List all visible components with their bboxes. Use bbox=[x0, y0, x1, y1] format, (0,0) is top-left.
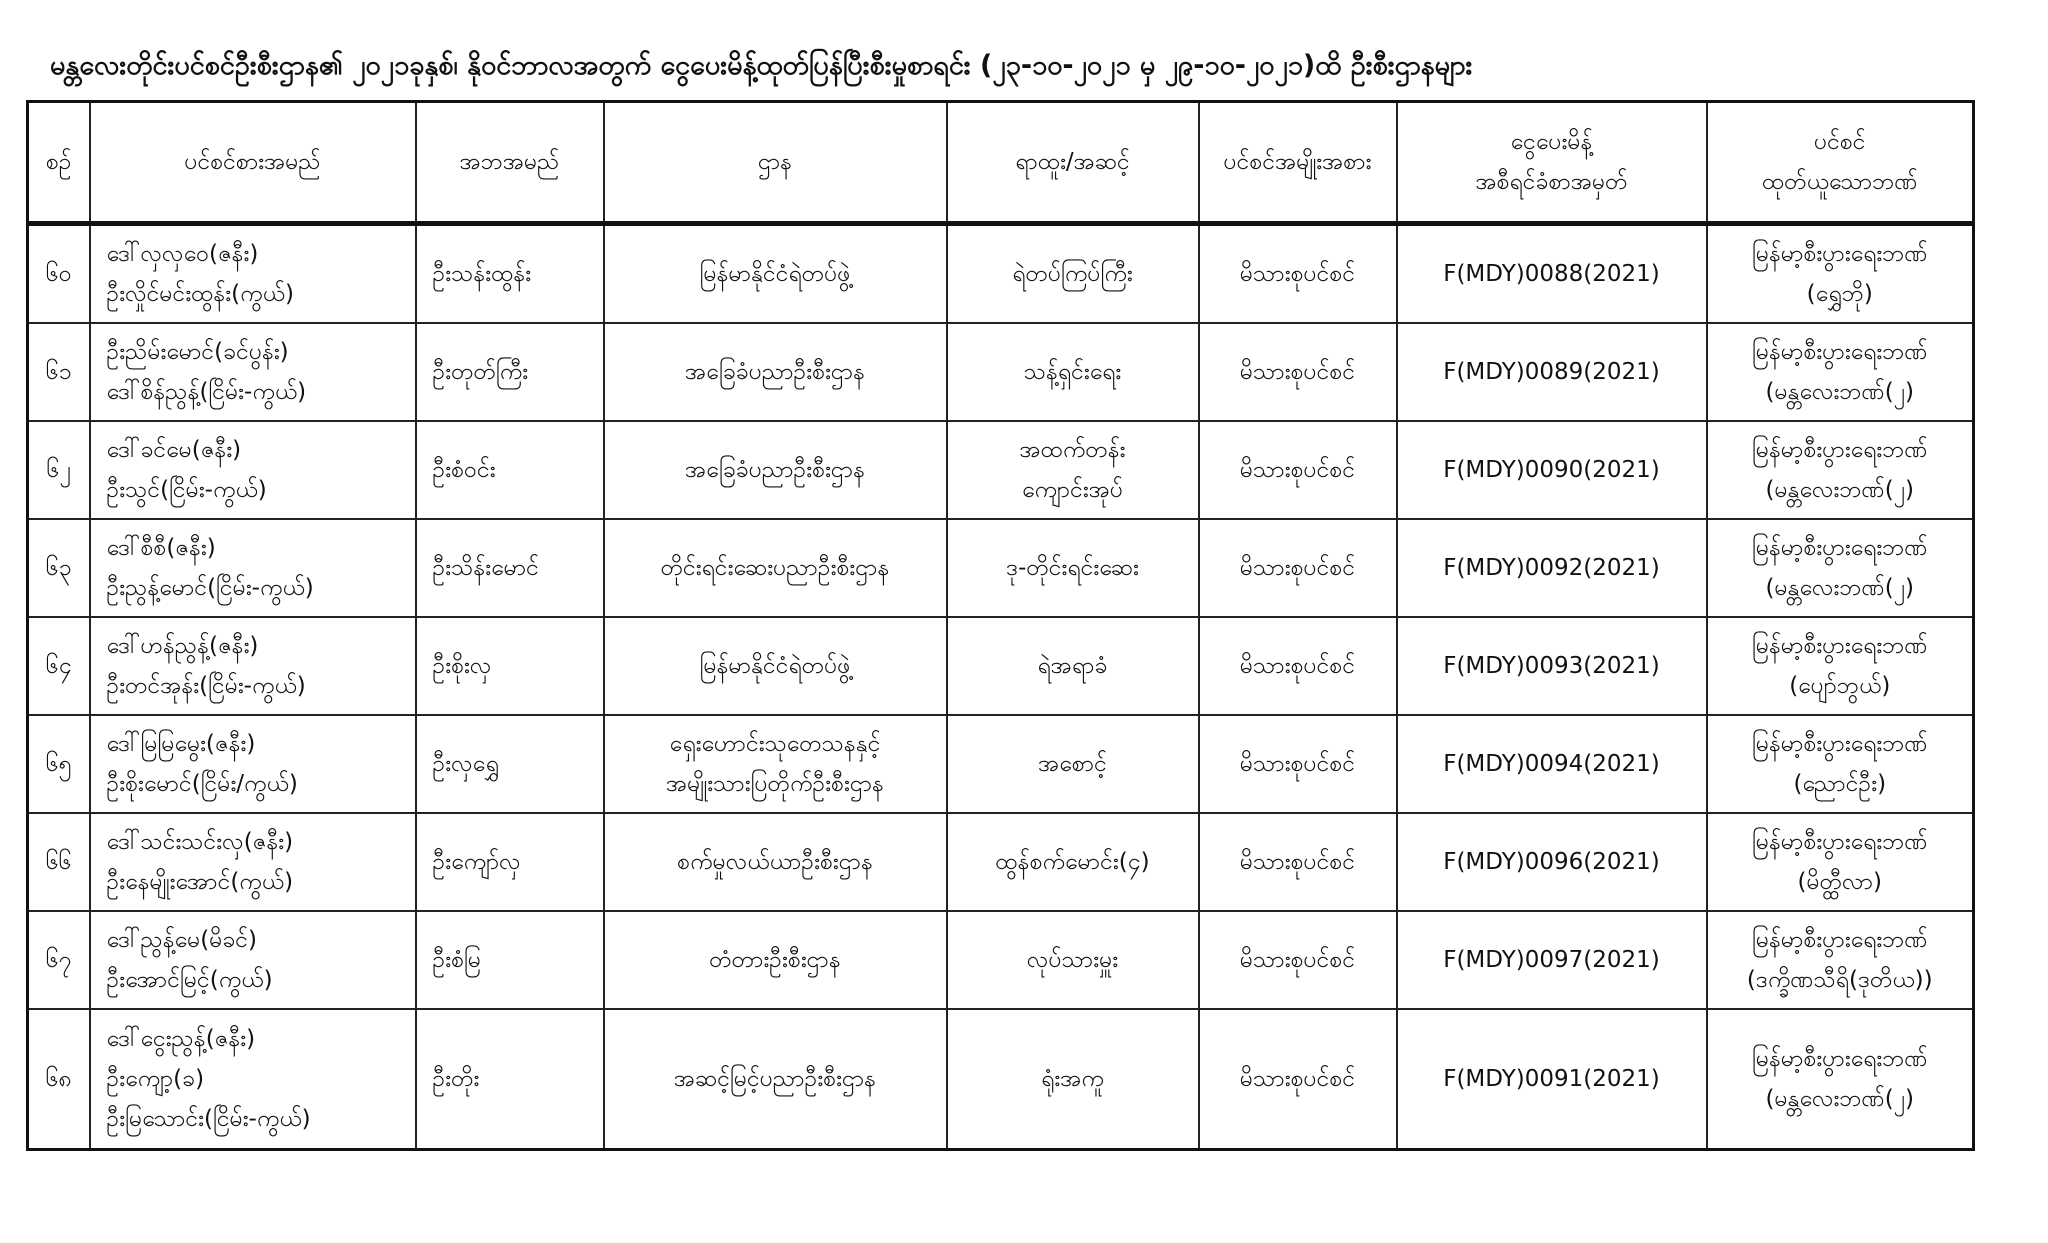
table-row bbox=[28, 421, 1974, 519]
table-row bbox=[28, 519, 1974, 617]
pension-type-cell: မိသားစုပင်စင် bbox=[1199, 617, 1397, 715]
row-number: ၆၀ bbox=[28, 224, 90, 324]
department-line: အခြေခံပညာဦးစီးဌာန bbox=[684, 457, 866, 483]
bank-line: မြန်မာ့စီးပွားရေးဘဏ် bbox=[1751, 1046, 1928, 1072]
department-line: စက်မှုလယ်ယာဦးစီးဌာန bbox=[677, 849, 873, 875]
table-row bbox=[28, 911, 1974, 1009]
header-bank-line-1: ပင်စင် bbox=[1813, 129, 1866, 155]
pensioner-names bbox=[90, 617, 416, 715]
pension-type-cell: မိသားစုပင်စင် bbox=[1199, 813, 1397, 911]
bank-cell bbox=[1707, 224, 1974, 324]
pensioner-name-line: ဒေါ်စီစီ(ဇနီး) bbox=[106, 535, 216, 561]
bank-line: (ရွှေဘို) bbox=[1806, 281, 1873, 307]
header-pensioner-name: ပင်စင်စားအမည် bbox=[90, 102, 416, 224]
pensioner-name-line: ဦးလှိုင်မင်းထွန်း(ကွယ်) bbox=[106, 281, 294, 307]
department-cell bbox=[604, 715, 947, 813]
pension-table bbox=[26, 100, 1975, 1151]
pensioner-names bbox=[90, 911, 416, 1009]
order-number-cell: F(MDY)0093(2021) bbox=[1397, 617, 1707, 715]
pensioner-name-line: ဒေါ်စိန်ညွန့်(ငြိမ်း-ကွယ်) bbox=[106, 379, 307, 405]
bank-cell bbox=[1707, 1009, 1974, 1150]
row-number: ၆၄ bbox=[28, 617, 90, 715]
pensioner-name-line: ဦးညွန့်မောင်(ငြိမ်း-ကွယ်) bbox=[106, 575, 314, 601]
department-cell bbox=[604, 519, 947, 617]
pension-type-cell: မိသားစုပင်စင် bbox=[1199, 323, 1397, 421]
bank-line: မြန်မာ့စီးပွားရေးဘဏ် bbox=[1751, 241, 1928, 267]
rank-line: ရဲအရာခံ bbox=[1037, 653, 1108, 679]
rank-line: လုပ်သားမှူး bbox=[1026, 947, 1119, 973]
department-line: အခြေခံပညာဦးစီးဌာန bbox=[684, 359, 866, 385]
row-number: ၆၁ bbox=[28, 323, 90, 421]
department-cell bbox=[604, 224, 947, 324]
header-father-name: အဘအမည် bbox=[416, 102, 604, 224]
department-cell bbox=[604, 1009, 947, 1150]
table-row bbox=[28, 715, 1974, 813]
bank-line: (ပျော်ဘွယ်) bbox=[1789, 673, 1891, 699]
bank-line: မြန်မာ့စီးပွားရေးဘဏ် bbox=[1751, 437, 1928, 463]
rank-line: အစောင့် bbox=[1038, 751, 1107, 777]
pensioner-name-line: ဦးစိုးမောင်(ငြိမ်း/ကွယ်) bbox=[106, 771, 298, 797]
bank-cell bbox=[1707, 715, 1974, 813]
bank-cell bbox=[1707, 911, 1974, 1009]
father-name: ဦးသန်းထွန်း bbox=[416, 224, 604, 324]
rank-cell bbox=[947, 617, 1199, 715]
bank-line: မြန်မာ့စီးပွားရေးဘဏ် bbox=[1751, 829, 1928, 855]
pensioner-names bbox=[90, 323, 416, 421]
department-cell bbox=[604, 617, 947, 715]
order-number-cell: F(MDY)0090(2021) bbox=[1397, 421, 1707, 519]
bank-cell bbox=[1707, 421, 1974, 519]
header-order-number bbox=[1397, 102, 1707, 224]
table-row bbox=[28, 323, 1974, 421]
father-name: ဦးသိန်းမောင် bbox=[416, 519, 604, 617]
order-number-cell: F(MDY)0094(2021) bbox=[1397, 715, 1707, 813]
header-bank-line-2: ထုတ်ယူသောဘဏ် bbox=[1761, 169, 1918, 195]
rank-line: ကျောင်းအုပ် bbox=[1022, 477, 1123, 503]
row-number: ၆၈ bbox=[28, 1009, 90, 1150]
header-no: စဉ် bbox=[28, 102, 90, 224]
pensioner-names bbox=[90, 421, 416, 519]
pensioner-name-line: ဦးတင်အုန်း(ငြိမ်း-ကွယ်) bbox=[106, 673, 306, 699]
table-row bbox=[28, 1009, 1974, 1150]
department-cell bbox=[604, 421, 947, 519]
pensioner-name-line: ဦးသွင်(ငြိမ်း-ကွယ်) bbox=[106, 477, 267, 503]
father-name: ဦးစံမြ bbox=[416, 911, 604, 1009]
bank-line: (မိတ္ထီလာ) bbox=[1797, 869, 1882, 895]
header-row bbox=[28, 102, 1974, 224]
pensioner-names bbox=[90, 1009, 416, 1150]
department-line: အမျိုးသားပြတိုက်ဦးစီးဌာန bbox=[666, 771, 884, 797]
table-header bbox=[28, 102, 1974, 224]
bank-line: မြန်မာ့စီးပွားရေးဘဏ် bbox=[1751, 633, 1928, 659]
pensioner-names bbox=[90, 715, 416, 813]
rank-line: ထွန်စက်မောင်း(၄) bbox=[995, 849, 1150, 875]
father-name: ဦးစံဝင်း bbox=[416, 421, 604, 519]
department-line: အဆင့်မြင့်ပညာဦးစီးဌာန bbox=[673, 1066, 877, 1092]
bank-cell bbox=[1707, 813, 1974, 911]
pension-type-cell: မိသားစုပင်စင် bbox=[1199, 1009, 1397, 1150]
header-pension-type: ပင်စင်အမျိုးအစား bbox=[1199, 102, 1397, 224]
bank-line: (မန္တလေးဘဏ်(၂) bbox=[1765, 575, 1914, 601]
order-number-cell: F(MDY)0088(2021) bbox=[1397, 224, 1707, 324]
row-number: ၆၇ bbox=[28, 911, 90, 1009]
order-number-cell: F(MDY)0096(2021) bbox=[1397, 813, 1707, 911]
row-number: ၆၃ bbox=[28, 519, 90, 617]
father-name: ဦးတုတ်ကြီး bbox=[416, 323, 604, 421]
order-number-cell: F(MDY)0097(2021) bbox=[1397, 911, 1707, 1009]
pensioner-name-line: ဦးနေမျိုးအောင်(ကွယ်) bbox=[106, 869, 294, 895]
order-number-cell: F(MDY)0089(2021) bbox=[1397, 323, 1707, 421]
department-line: မြန်မာနိုင်ငံရဲတပ်ဖွဲ့ bbox=[699, 261, 851, 287]
pensioner-name-line: ဒေါ်ညွန့်မေ(မိခင်) bbox=[106, 927, 258, 953]
bank-cell bbox=[1707, 323, 1974, 421]
table-row bbox=[28, 617, 1974, 715]
rank-cell bbox=[947, 421, 1199, 519]
table-body bbox=[28, 224, 1974, 1150]
rank-cell bbox=[947, 715, 1199, 813]
row-number: ၆၂ bbox=[28, 421, 90, 519]
rank-line: သန့်ရှင်းရေး bbox=[1023, 359, 1122, 385]
pensioner-names bbox=[90, 519, 416, 617]
rank-line: ရဲတပ်ကြပ်ကြီး bbox=[1012, 261, 1133, 287]
pension-type-cell: မိသားစုပင်စင် bbox=[1199, 715, 1397, 813]
table-row bbox=[28, 813, 1974, 911]
order-number-cell: F(MDY)0091(2021) bbox=[1397, 1009, 1707, 1150]
pensioner-name-line: ဦးကျော့(ခ) bbox=[106, 1066, 205, 1092]
pensioner-name-line: ဒေါ်သင်းသင်းလှ(ဇနီး) bbox=[106, 829, 294, 855]
bank-line: မြန်မာ့စီးပွားရေးဘဏ် bbox=[1751, 339, 1928, 365]
pensioner-name-line: ဒေါ်ဟန်ညွန့်(ဇနီး) bbox=[106, 633, 259, 659]
pensioner-name-line: ဒေါ်ခင်မေ(ဇနီး) bbox=[106, 437, 242, 463]
father-name: ဦးစိုးလှ bbox=[416, 617, 604, 715]
bank-line: မြန်မာ့စီးပွားရေးဘဏ် bbox=[1751, 731, 1928, 757]
header-bank bbox=[1707, 102, 1974, 224]
department-line: ရှေးဟောင်းသုတေသနနှင့် bbox=[669, 731, 881, 757]
father-name: ဦးလှရွှေ bbox=[416, 715, 604, 813]
pensioner-name-line: ဦးညိမ်းမောင်(ခင်ပွန်း) bbox=[106, 339, 289, 365]
table-row bbox=[28, 224, 1974, 324]
department-line: တိုင်းရင်းဆေးပညာဦးစီးဌာန bbox=[660, 555, 890, 581]
rank-cell bbox=[947, 323, 1199, 421]
pensioner-name-line: ဦးအောင်မြင့်(ကွယ်) bbox=[106, 967, 273, 993]
rank-cell bbox=[947, 813, 1199, 911]
bank-line: (မန္တလေးဘဏ်(၂) bbox=[1765, 379, 1914, 405]
department-cell bbox=[604, 323, 947, 421]
pensioner-names bbox=[90, 224, 416, 324]
header-department: ဌာန bbox=[604, 102, 947, 224]
father-name: ဦးတိုး bbox=[416, 1009, 604, 1150]
pension-type-cell: မိသားစုပင်စင် bbox=[1199, 519, 1397, 617]
order-number-cell: F(MDY)0092(2021) bbox=[1397, 519, 1707, 617]
pensioner-name-line: ဦးမြသောင်း(ငြိမ်း-ကွယ်) bbox=[106, 1106, 311, 1132]
header-order-line-2: အစီရင်ခံစာအမှတ် bbox=[1475, 169, 1628, 195]
pension-table-container bbox=[26, 100, 1972, 1151]
rank-cell bbox=[947, 224, 1199, 324]
bank-line: မြန်မာ့စီးပွားရေးဘဏ် bbox=[1751, 535, 1928, 561]
bank-cell bbox=[1707, 519, 1974, 617]
row-number: ၆၆ bbox=[28, 813, 90, 911]
department-cell bbox=[604, 813, 947, 911]
rank-cell bbox=[947, 519, 1199, 617]
rank-line: ဒု-တိုင်းရင်းဆေး bbox=[1006, 555, 1139, 581]
department-line: တံတားဦးစီးဌာန bbox=[709, 947, 841, 973]
rank-line: ရုံးအကူ bbox=[1041, 1066, 1104, 1092]
bank-line: (မန္တလေးဘဏ်(၂) bbox=[1765, 1086, 1914, 1112]
pensioner-name-line: ဒေါ်မြမြမွေး(ဇနီး) bbox=[106, 731, 256, 757]
department-cell bbox=[604, 911, 947, 1009]
bank-line: မြန်မာ့စီးပွားရေးဘဏ် bbox=[1751, 927, 1928, 953]
pensioner-name-line: ဒေါ်ငွေးညွန့်(ဇနီး) bbox=[106, 1026, 256, 1052]
row-number: ၆၅ bbox=[28, 715, 90, 813]
rank-cell bbox=[947, 1009, 1199, 1150]
father-name: ဦးကျော်လှ bbox=[416, 813, 604, 911]
rank-cell bbox=[947, 911, 1199, 1009]
bank-line: (ဒက္ခိဏသီရိ(ဒုတိယ)) bbox=[1746, 967, 1933, 993]
header-order-line-1: ငွေပေးမိန့် bbox=[1510, 129, 1593, 155]
pension-type-cell: မိသားစုပင်စင် bbox=[1199, 224, 1397, 324]
document-title: မန္တလေးတိုင်းပင်စင်ဦးစီးဌာန၏ ၂၀၂၁ခုနှစ်၊ နိုဝင်ဘာလအတွက် ငွေပေးမိန့်ထုတ်ပြန်ပြီးစီးမှုစာရင်း (၂၃-၁၀-၂၀၂၁ မှ ၂၉-၁၀-၂၀၂၁)ထိ ဦးစီးဌာနများ bbox=[50, 50, 1473, 81]
pension-type-cell: မိသားစုပင်စင် bbox=[1199, 421, 1397, 519]
header-rank: ရာထူး/အဆင့် bbox=[947, 102, 1199, 224]
rank-line: အထက်တန်း bbox=[1019, 437, 1126, 463]
pensioner-name-line: ဒေါ်လှလှဝေ(ဇနီး) bbox=[106, 241, 259, 267]
bank-cell bbox=[1707, 617, 1974, 715]
pensioner-names bbox=[90, 813, 416, 911]
bank-line: (ညောင်ဦး) bbox=[1793, 771, 1887, 797]
pension-type-cell: မိသားစုပင်စင် bbox=[1199, 911, 1397, 1009]
department-line: မြန်မာနိုင်ငံရဲတပ်ဖွဲ့ bbox=[699, 653, 851, 679]
bank-line: (မန္တလေးဘဏ်(၂) bbox=[1765, 477, 1914, 503]
